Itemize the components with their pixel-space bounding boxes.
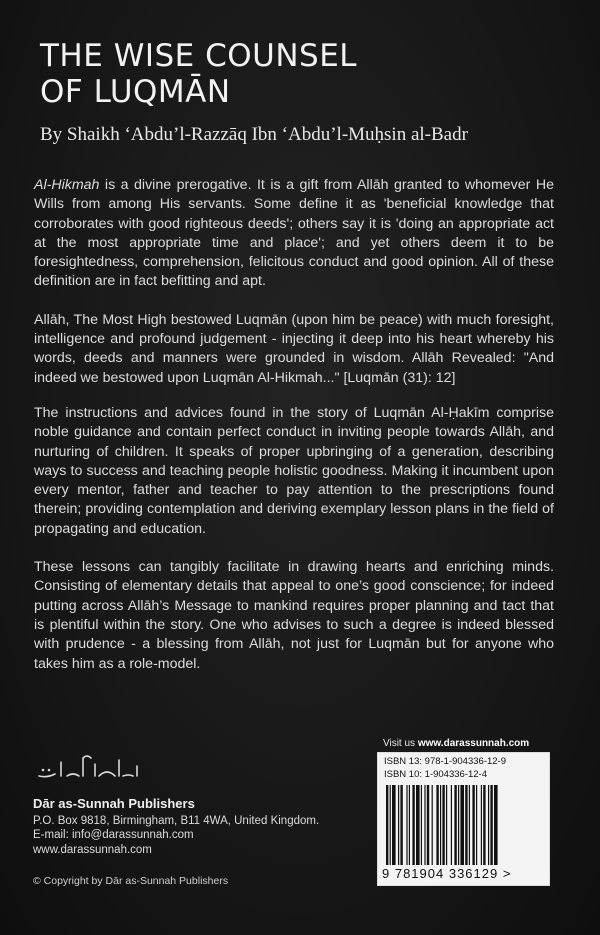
barcode-bar bbox=[483, 785, 485, 865]
blurb-paragraph-1 bbox=[34, 176, 554, 292]
barcode-bar bbox=[481, 785, 482, 865]
barcode-digits: 9 781904 336129 > bbox=[382, 866, 512, 881]
title-line-1: THE WISE COUNSEL bbox=[40, 38, 358, 74]
barcode-bar bbox=[421, 785, 422, 865]
barcode-bar bbox=[409, 785, 410, 865]
publisher-email: E-mail: info@darassunnah.com bbox=[33, 829, 194, 842]
barcode-bar bbox=[440, 785, 441, 865]
barcode-bar bbox=[472, 785, 474, 865]
barcode-bar bbox=[400, 785, 402, 865]
isbn-13: ISBN 13: 978-1-904336-12-9 bbox=[384, 756, 506, 767]
barcode-bar bbox=[458, 785, 459, 865]
barcode-bar bbox=[460, 785, 464, 865]
barcode-bar bbox=[465, 785, 467, 865]
barcode-bar bbox=[416, 785, 420, 865]
blurb-text bbox=[34, 176, 554, 693]
barcode-bar bbox=[446, 785, 447, 865]
barcode-bar bbox=[390, 785, 391, 865]
barcode-bars bbox=[384, 785, 542, 865]
author-line: By Shaikh ‘Abdu’l-Razzāq Ibn ‘Abdu’l-Muḥsin al-Badr bbox=[40, 124, 468, 145]
barcode-bar bbox=[424, 785, 425, 865]
blurb-paragraph-4: These lessons can tangibly facilitate in drawing hearts and enriching minds. Consisting of elementary details that appeal to one’s good conscience; for indeed putting across Allāh’s Message to mankind requires proper planning and tact that is plentiful within the story. One who advises to such a degree is indeed blessed with prudence - a blessing from Allāh, not just for Luqmān but for anyone who takes him as a role-model. bbox=[34, 559, 554, 672]
barcode-bar bbox=[451, 785, 452, 865]
visit-us-url: www.darassunnah.com bbox=[417, 738, 530, 749]
barcode-bar bbox=[398, 785, 399, 865]
barcode-bar bbox=[432, 785, 433, 865]
barcode-bar bbox=[427, 785, 429, 865]
barcode-bar bbox=[436, 785, 438, 865]
barcode-bar bbox=[386, 785, 388, 865]
publisher-website: www.darassunnah.com bbox=[33, 843, 152, 856]
visit-us-label: Visit us bbox=[383, 738, 418, 749]
barcode-bar bbox=[412, 785, 414, 865]
blurb-emphasis: Al-Hikmah bbox=[34, 177, 100, 193]
publisher-address: P.O. Box 9818, Birmingham, B11 4WA, United Kingdom. bbox=[33, 814, 320, 827]
barcode-bar bbox=[476, 785, 477, 865]
barcode-bar bbox=[494, 785, 498, 865]
blurb-paragraph-2: Allāh, The Most High bestowed Luqmān (upon him be peace) with much foresight, intelligence and profound judgement - injecting it deep into his heart whereby his words, deeds and manners were grounded in wisdom. Allāh Revealed: "And indeed we bestowed upon Luqmān Al-Hikmah..." [Luqmān (31): 12] bbox=[34, 311, 554, 386]
visit-us-line bbox=[383, 738, 563, 749]
book-title bbox=[40, 38, 560, 110]
blurb-paragraph-1-text: is a divine prerogative. It is a gift from Allāh granted to whomever He Wills from among His servants. Some define it as 'beneficial knowledge that corroborates with good righteous deeds'; others say it is 'doing an appropriate act at the most appropriate time and place'; and yet others deem it to be foresightedness, comprehension, felicitous conduct and good opinion. All of these definition are in fact befitting and apt. bbox=[34, 177, 554, 290]
barcode-bar bbox=[442, 785, 444, 865]
barcode-bar bbox=[392, 785, 396, 865]
barcode-bar bbox=[469, 785, 470, 865]
title-line-2: OF LUQMĀN bbox=[40, 74, 231, 110]
publisher-name: Dār as-Sunnah Publishers bbox=[33, 796, 195, 811]
barcode-bar bbox=[454, 785, 456, 865]
barcode-bar bbox=[490, 785, 492, 865]
arabic-calligraphy-logo-icon bbox=[33, 752, 153, 782]
barcode-panel bbox=[377, 752, 550, 886]
copyright-notice: © Copyright by Dār as-Sunnah Publishers bbox=[33, 875, 229, 887]
publisher-info bbox=[33, 797, 373, 857]
blurb-paragraph-3: The instructions and advices found in the story of Luqmān Al-Ḥakīm comprise noble guidance and contain perfect conduct in inviting people towards Allāh, and nurturing of children. It speaks of proper upbringing of a generation, describing ways to success and teaching people holistic goodness. Making it incumbent upon every mentor, father and teacher to pay attention to the prescriptions found therein; providing contemplation and deriving exemplary lesson plans in the field of propagating and education. bbox=[34, 404, 554, 537]
barcode-bar bbox=[488, 785, 489, 865]
barcode-bar bbox=[406, 785, 407, 865]
isbn-10: ISBN 10: 1-904336-12-4 bbox=[384, 769, 487, 780]
